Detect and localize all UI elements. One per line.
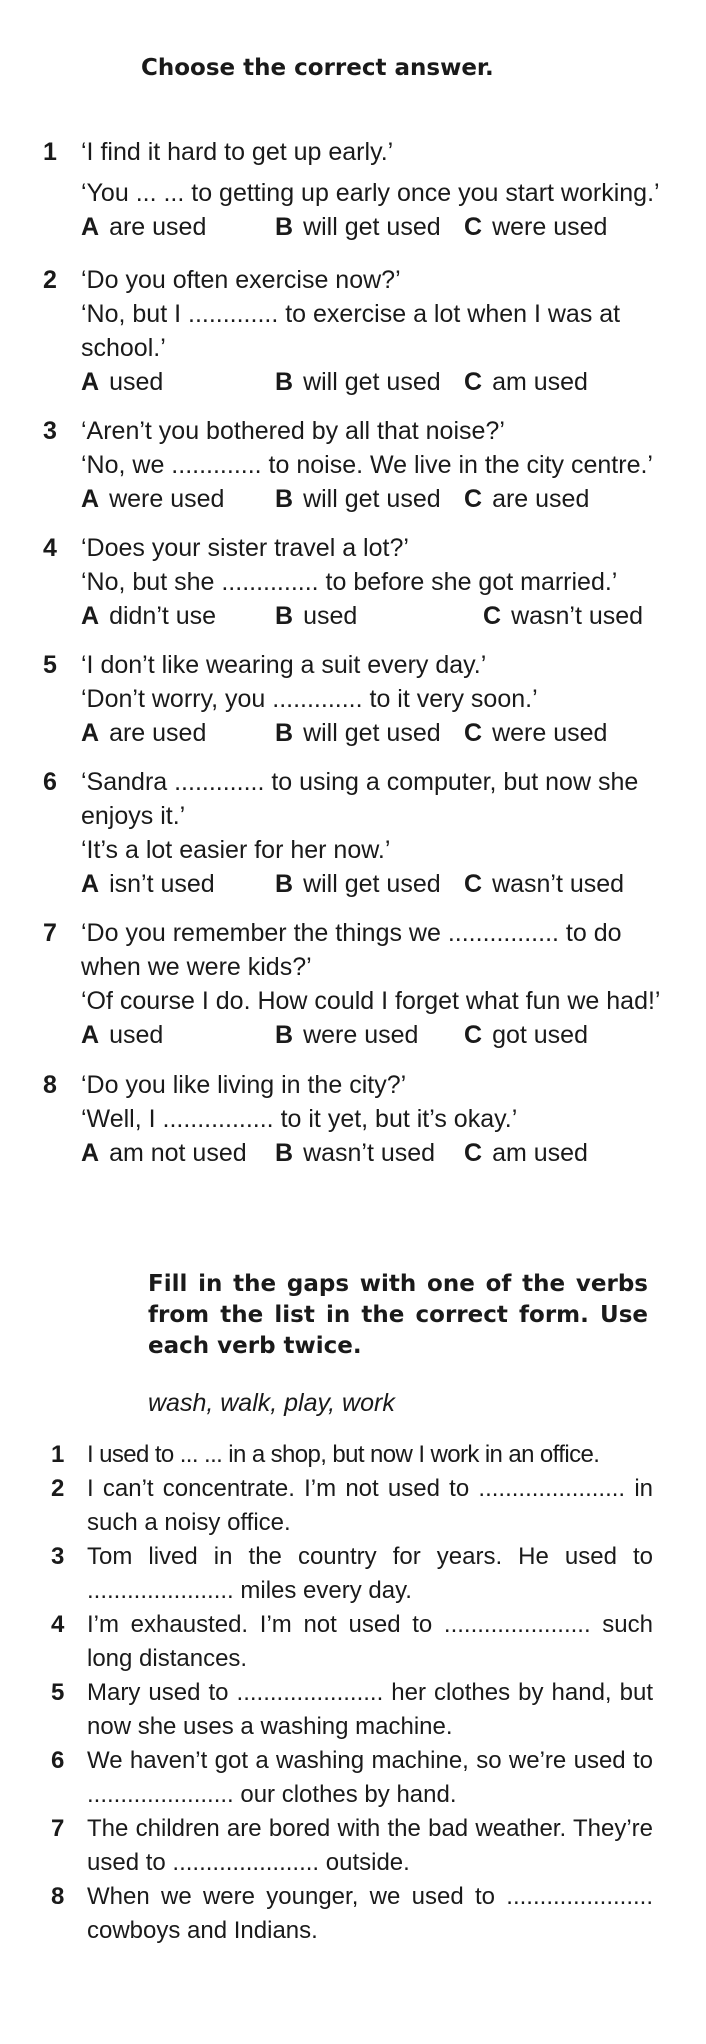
option-letter: B [275, 368, 294, 396]
option-letter: A [81, 485, 100, 513]
options-row [81, 1136, 653, 1170]
option-text: wasn’t used [511, 602, 644, 630]
question-line: ‘Do you remember the things we ................ to do [81, 919, 622, 947]
option-letter: B [275, 602, 294, 630]
option-text: am used [492, 368, 588, 396]
option-letter: B [275, 213, 294, 241]
option-letter: C [464, 485, 483, 513]
option-letter: A [81, 368, 100, 396]
item-text: Mary used to ...................... her clothes by hand, but now she uses a washing machine. [87, 1679, 653, 1740]
option-letter: A [81, 719, 100, 747]
item-number: 2 [51, 1475, 65, 1502]
item-number: 8 [51, 1883, 65, 1910]
question-number: 7 [43, 919, 57, 947]
option-letter: A [81, 213, 100, 241]
question-3 [43, 414, 653, 516]
options-row [81, 365, 653, 399]
item-text: We haven’t got a washing machine, so we’re used to ...................... our clothes by hand. [87, 1747, 653, 1808]
option-c[interactable] [464, 210, 607, 244]
option-b[interactable] [275, 867, 441, 901]
item-number: 5 [51, 1679, 65, 1706]
option-letter: B [275, 1139, 294, 1167]
option-letter: A [81, 602, 100, 630]
option-letter: B [275, 870, 294, 898]
options-row [81, 482, 653, 516]
option-letter: A [81, 870, 100, 898]
option-letter: C [464, 870, 483, 898]
question-number: 8 [43, 1071, 57, 1099]
question-line: when we were kids?’ [81, 953, 312, 981]
option-b[interactable] [275, 716, 441, 750]
section2-title: Fill in the gaps with one of the verbs from the list in the correct form. Use each verb twice. [148, 1271, 648, 1359]
options-row [81, 599, 653, 633]
option-letter: C [464, 719, 483, 747]
question-7 [43, 916, 661, 1052]
option-b[interactable] [275, 599, 357, 633]
option-text: were used [492, 719, 608, 747]
option-c[interactable] [483, 599, 643, 633]
option-letter: A [81, 1021, 100, 1049]
question-number: 2 [43, 266, 57, 294]
options-row [81, 867, 653, 901]
verb-list: wash, walk, play, work [148, 1389, 395, 1417]
question-line: ‘Does your sister travel a lot?’ [81, 534, 409, 562]
option-text: used [109, 368, 164, 396]
option-c[interactable] [464, 716, 607, 750]
question-number: 3 [43, 417, 57, 445]
option-c[interactable] [464, 365, 588, 399]
question-line: ‘Sandra ............. to using a computer, but now she [81, 768, 639, 796]
question-2 [43, 263, 653, 399]
item-text: I’m exhausted. I’m not used to ...................... such long distances. [87, 1611, 653, 1672]
option-a[interactable] [81, 599, 216, 633]
question-8 [43, 1068, 653, 1170]
option-letter: A [81, 1139, 100, 1167]
question-line: school.’ [81, 334, 166, 362]
option-letter: C [464, 1139, 483, 1167]
question-line: ‘No, we ............. to noise. We live in the city centre.’ [81, 451, 653, 479]
option-a[interactable] [81, 210, 206, 244]
question-line: ‘It’s a lot easier for her now.’ [81, 836, 391, 864]
option-c[interactable] [464, 1018, 588, 1052]
option-text: isn’t used [109, 870, 215, 898]
question-line: ‘I don’t like wearing a suit every day.’ [81, 651, 487, 679]
question-line: ‘No, but I ............. to exercise a lot when I was at [81, 300, 621, 328]
gap-item-7 [51, 1812, 653, 1880]
option-a[interactable] [81, 482, 224, 516]
option-letter: B [275, 1021, 294, 1049]
gap-item-2 [51, 1472, 653, 1540]
question-4 [43, 531, 653, 633]
options-row [81, 716, 653, 750]
question-number: 1 [43, 138, 57, 166]
gap-item-3 [51, 1540, 653, 1608]
option-a[interactable] [81, 1136, 247, 1170]
gap-item-1 [51, 1438, 653, 1472]
question-line: ‘No, but she .............. to before she got married.’ [81, 568, 618, 596]
option-letter: B [275, 485, 294, 513]
question-5 [43, 648, 653, 750]
option-text: were used [109, 485, 225, 513]
option-text: are used [109, 719, 207, 747]
question-line: ‘You ... ... to getting up early once you start working.’ [81, 179, 660, 207]
gap-item-4 [51, 1608, 653, 1676]
question-1 [43, 135, 660, 244]
question-6 [43, 765, 653, 901]
option-text: wasn’t used [303, 1139, 436, 1167]
option-c[interactable] [464, 1136, 588, 1170]
question-number: 5 [43, 651, 57, 679]
gap-item-8 [51, 1880, 653, 1948]
option-text: will get used [303, 368, 441, 396]
option-text: got used [492, 1021, 588, 1049]
option-text: were used [492, 213, 608, 241]
question-line: ‘Well, I ................ to it yet, but it’s okay.’ [81, 1105, 518, 1133]
option-b[interactable] [275, 1136, 435, 1170]
question-number: 6 [43, 768, 57, 796]
option-text: were used [303, 1021, 419, 1049]
option-text: used [303, 602, 358, 630]
option-text: will get used [303, 870, 441, 898]
question-line: ‘Of course I do. How could I forget what fun we had!’ [81, 987, 661, 1015]
option-text: will get used [303, 719, 441, 747]
option-text: didn’t use [109, 602, 217, 630]
option-a[interactable] [81, 1018, 163, 1052]
option-letter: C [464, 213, 483, 241]
question-line: ‘Don’t worry, you ............. to it very soon.’ [81, 685, 538, 713]
option-text: wasn’t used [492, 870, 625, 898]
question-line: enjoys it.’ [81, 802, 186, 830]
option-text: am used [492, 1139, 588, 1167]
item-number: 3 [51, 1543, 65, 1570]
item-number: 4 [51, 1611, 65, 1638]
option-text: am not used [109, 1139, 247, 1167]
question-line: ‘Do you often exercise now?’ [81, 266, 401, 294]
item-text: Tom lived in the country for years. He used to ...................... miles every day. [87, 1543, 653, 1604]
item-number: 7 [51, 1815, 65, 1842]
option-a[interactable] [81, 867, 215, 901]
option-b[interactable] [275, 365, 441, 399]
option-b[interactable] [275, 1018, 418, 1052]
item-text: The children are bored with the bad weather. They’re used to ...................... outside. [87, 1815, 653, 1876]
gap-item-6 [51, 1744, 653, 1812]
option-c[interactable] [464, 482, 589, 516]
option-text: are used [109, 213, 207, 241]
option-text: used [109, 1021, 164, 1049]
item-text: I used to ... ... in a shop, but now I work in an office. [87, 1441, 600, 1468]
option-letter: C [464, 1021, 483, 1049]
options-row [81, 210, 653, 244]
option-b[interactable] [275, 210, 441, 244]
section1-title: Choose the correct answer. [141, 55, 494, 81]
question-line: ‘Do you like living in the city?’ [81, 1071, 407, 1099]
item-number: 1 [51, 1441, 65, 1468]
gap-item-5 [51, 1676, 653, 1744]
question-line: ‘Aren’t you bothered by all that noise?’ [81, 417, 505, 445]
option-text: will get used [303, 485, 441, 513]
option-b[interactable] [275, 482, 441, 516]
question-line: ‘I find it hard to get up early.’ [81, 138, 394, 166]
option-text: are used [492, 485, 590, 513]
item-number: 6 [51, 1747, 65, 1774]
options-row [81, 1018, 653, 1052]
option-letter: B [275, 719, 294, 747]
option-c[interactable] [464, 867, 624, 901]
item-text: When we were younger, we used to ...................... cowboys and Indians. [87, 1883, 653, 1944]
option-a[interactable] [81, 365, 163, 399]
question-number: 4 [43, 534, 57, 562]
option-letter: C [464, 368, 483, 396]
option-text: will get used [303, 213, 441, 241]
option-a[interactable] [81, 716, 206, 750]
option-letter: C [483, 602, 502, 630]
item-text: I can’t concentrate. I’m not used to ...................... in such a noisy office. [87, 1475, 653, 1536]
